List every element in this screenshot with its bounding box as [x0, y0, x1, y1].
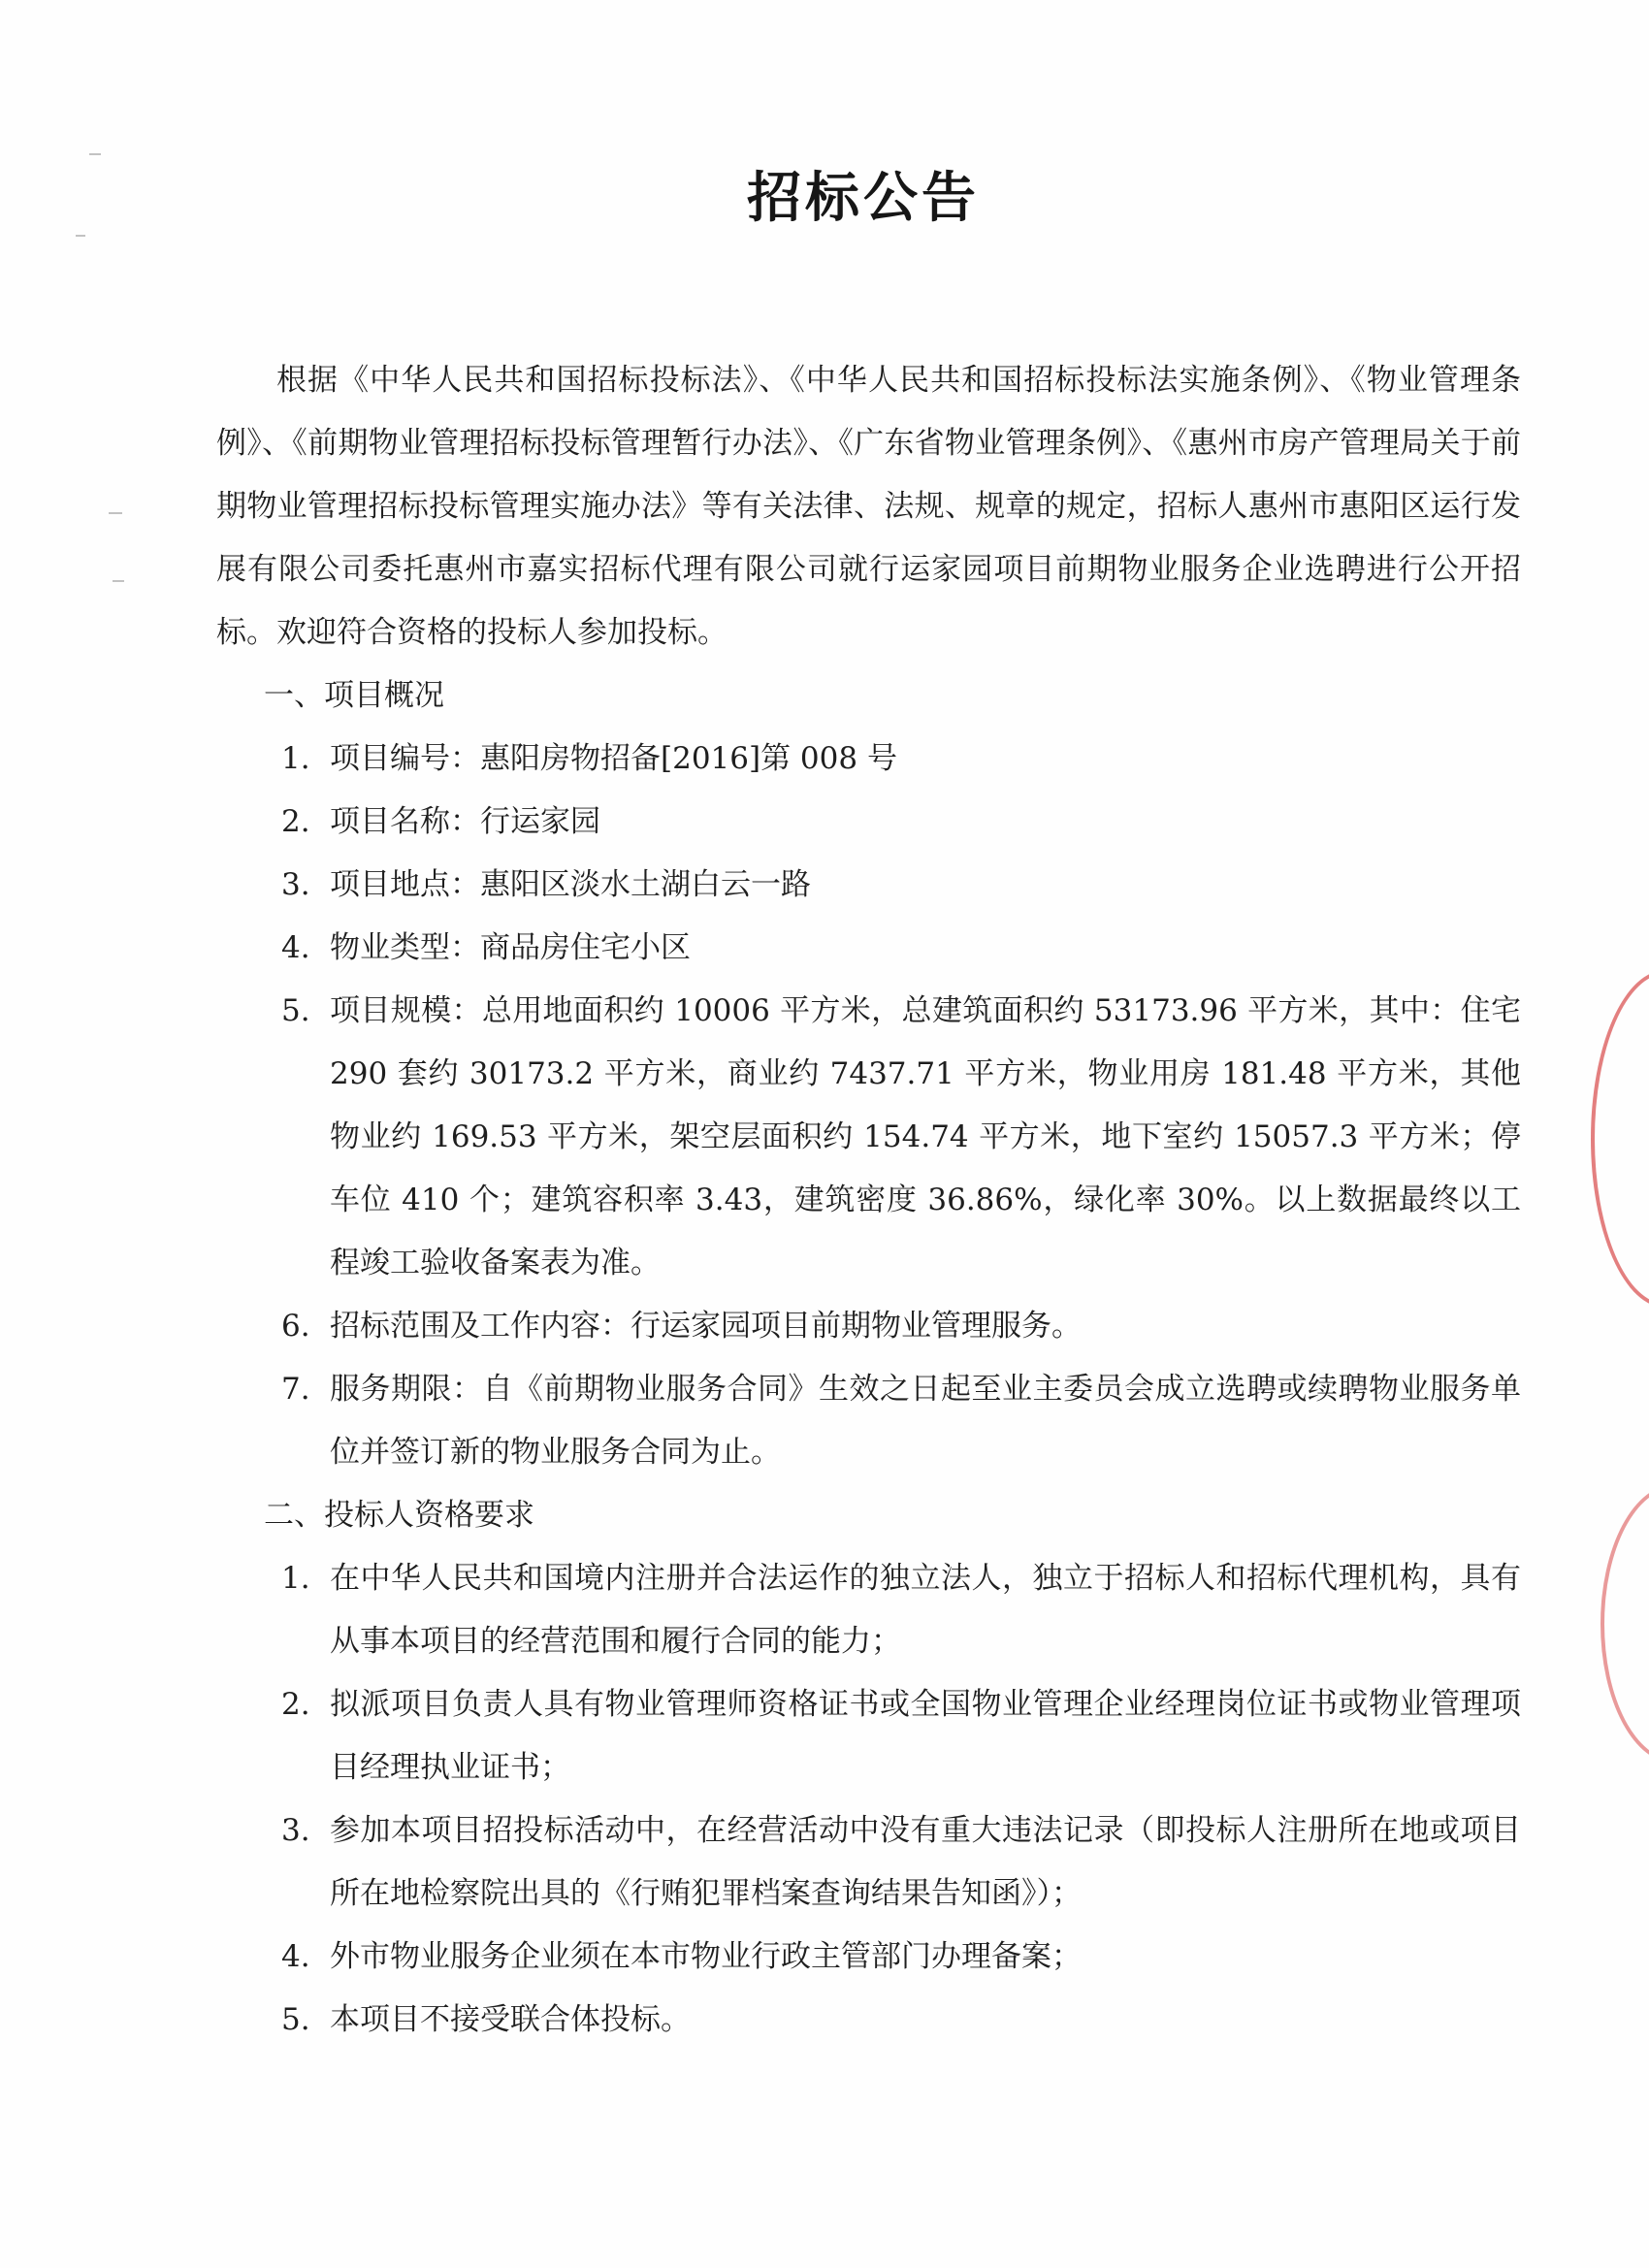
list-item: [281, 917, 1521, 980]
list-item: [281, 1673, 1521, 1799]
list-item: [281, 1926, 1521, 1989]
list-item-text: 参加本项目招投标活动中，在经营活动中没有重大违法记录（即投标人注册所在地或项目所在地检察院出具的《行贿犯罪档案查询结果告知函》）；: [330, 1813, 1521, 1911]
list-item: [281, 1799, 1521, 1926]
list-item: [281, 1295, 1521, 1358]
section-heading-project-overview: 一、项目概况: [264, 678, 444, 713]
list-item-number: 7.: [281, 1372, 310, 1407]
list-item-number: 3.: [281, 867, 310, 902]
list-item-number: 2.: [281, 804, 310, 839]
document-title: 招标公告: [747, 167, 980, 230]
list-item-text: 在中华人民共和国境内注册并合法运作的独立法人，独立于招标人和招标代理机构，具有从事本项目的经营范围和履行合同的能力；: [330, 1561, 1521, 1659]
list-item-text: 服务期限：自《前期物业服务合同》生效之日起至业主委员会成立选聘或续聘物业服务单位并签订新的物业服务合同为止。: [330, 1372, 1521, 1470]
list-item-number: 6.: [281, 1309, 310, 1344]
list-item-text: 项目地点：惠阳区淡水土湖白云一路: [330, 867, 811, 902]
list-item-text: 项目编号：惠阳房物招备[2016]第 008 号: [330, 741, 897, 776]
list-item-number: 1.: [281, 741, 310, 776]
list-item-text: 外市物业服务企业须在本市物业行政主管部门办理备案；: [330, 1939, 1082, 1974]
list-item-number: 4.: [281, 1939, 310, 1974]
list-item-text: 物业类型：商品房住宅小区: [330, 930, 691, 965]
list-item: [281, 980, 1521, 1295]
list-item-number: 1.: [281, 1561, 310, 1596]
intro-paragraph: 根据《中华人民共和国招标投标法》、《中华人民共和国招标投标法实施条例》、《物业管理条例》、《前期物业管理招标投标管理暂行办法》、《广东省物业管理条例》、《惠州市房产管理局关于前期物业管理招标投标管理实施办法》等有关法律、法规、规章的规定，招标人惠州市惠阳区运行发展有限公司委托惠州市嘉实招标代理有限公司就行运家园项目前期物业服务企业选聘进行公开招标。欢迎符合资格的投标人参加投标。: [216, 363, 1521, 650]
list-item-text: 项目名称：行运家园: [330, 804, 600, 839]
scan-speck: [76, 235, 85, 237]
red-seal-fragment: [1600, 1484, 1649, 1764]
list-item-text: 招标范围及工作内容：行运家园项目前期物业管理服务。: [330, 1309, 1082, 1344]
list-item: [281, 854, 1521, 917]
list-item-text: 本项目不接受联合体投标。: [330, 2002, 691, 2037]
list-item-number: 3.: [281, 1813, 310, 1848]
list-item-number: 5.: [281, 993, 310, 1028]
list-item: [281, 791, 1521, 854]
list-item-text: 拟派项目负责人具有物业管理师资格证书或全国物业管理企业经理岗位证书或物业管理项目经理执业证书；: [330, 1687, 1521, 1785]
list-item-text: 项目规模：总用地面积约 10006 平方米，总建筑面积约 53173.96 平方米，其中：住宅 290 套约 30173.2 平方米，商业约 7437.71 平方米，物业用房 181.48 平方米，其他物业约 169.53 平方米，架空层面积约 154.74 平方米，地下室约 15057.3 平方米；停车位 410 个；建筑容积率 3.43，建筑密度 36.86%，绿化率 30%。以上数据最终以工程竣工验收备案表为准。: [330, 993, 1521, 1280]
list-item: [281, 1547, 1521, 1673]
red-seal-fragment: [1591, 970, 1649, 1308]
list-item-number: 2.: [281, 1687, 310, 1722]
list-item-number: 5.: [281, 2002, 310, 2037]
list-item-number: 4.: [281, 930, 310, 965]
scan-speck: [113, 580, 124, 582]
list-item: [281, 728, 1521, 791]
section-heading-bidder-qualifications: 二、投标人资格要求: [264, 1498, 534, 1533]
scan-speck: [109, 512, 122, 514]
list-item: [281, 1989, 1521, 2052]
list-item: [281, 1358, 1521, 1484]
